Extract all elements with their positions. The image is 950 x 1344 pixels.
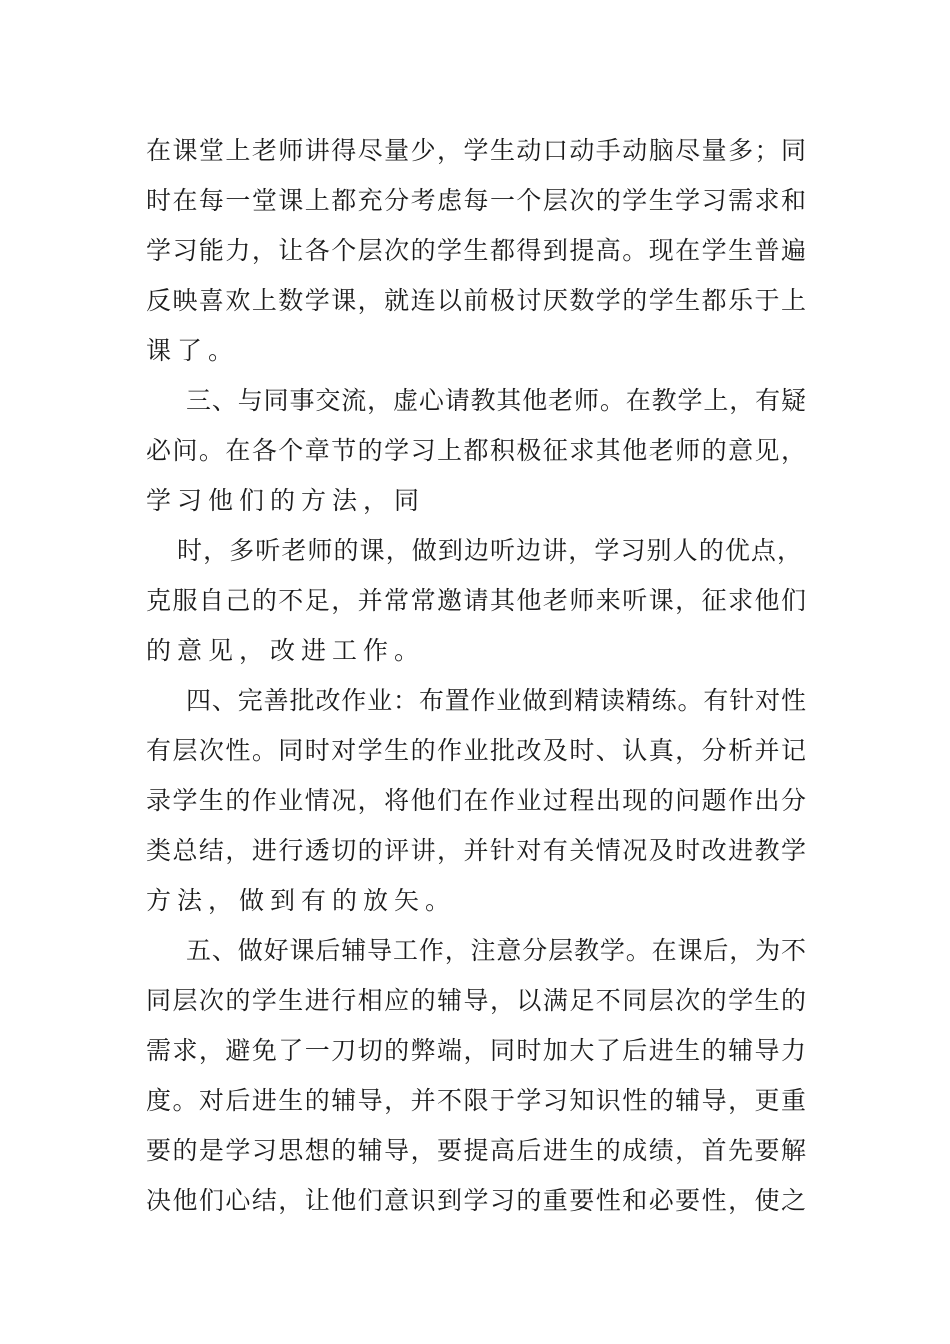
text-line: 的意见，改进工作。	[146, 636, 426, 665]
paragraph-heading-4: 四、完善批改作业：布置作业做到精读精练。有针对性	[186, 686, 806, 715]
text-line: 时在每一堂课上都充分考虑每一个层次的学生学习需求和	[146, 186, 806, 215]
paragraph-heading-3: 三、与同事交流，虚心请教其他老师。在教学上，有疑	[186, 386, 806, 415]
text-line: 学习能力，让各个层次的学生都得到提高。现在学生普遍	[146, 236, 806, 265]
text-line: 有层次性。同时对学生的作业批改及时、认真，分析并记	[146, 736, 806, 765]
text-line: 需求，避免了一刀切的弊端，同时加大了后进生的辅导力	[146, 1036, 806, 1065]
paragraph-heading-5: 五、做好课后辅导工作，注意分层教学。在课后，为不	[186, 936, 806, 965]
text-line: 方法，做到有的放矢。	[146, 886, 457, 915]
text-line: 录学生的作业情况，将他们在作业过程出现的问题作出分	[146, 786, 806, 815]
text-line: 在课堂上老师讲得尽量少，学生动口动手动脑尽量多；同	[146, 136, 806, 165]
text-line: 同层次的学生进行相应的辅导，以满足不同层次的学生的	[146, 986, 806, 1015]
text-line: 决他们心结，让他们意识到学习的重要性和必要性，使之	[146, 1186, 806, 1215]
text-line: 必问。在各个章节的学习上都积极征求其他老师的意见，	[146, 436, 806, 465]
text-line: 要的是学习思想的辅导，要提高后进生的成绩，首先要解	[146, 1136, 806, 1165]
text-line: 学习他们的方法，同	[146, 486, 426, 515]
text-line: 反映喜欢上数学课，就连以前极讨厌数学的学生都乐于上	[146, 286, 806, 315]
text-line: 时，多听老师的课，做到边听边讲，学习别人的优点，	[177, 536, 802, 565]
text-line: 克服自己的不足，并常常邀请其他老师来听课，征求他们	[146, 586, 806, 615]
text-line: 课了。	[146, 336, 240, 365]
text-line: 度。对后进生的辅导，并不限于学习知识性的辅导，更重	[146, 1086, 806, 1115]
text-line: 类总结，进行透切的评讲，并针对有关情况及时改进教学	[146, 836, 806, 865]
